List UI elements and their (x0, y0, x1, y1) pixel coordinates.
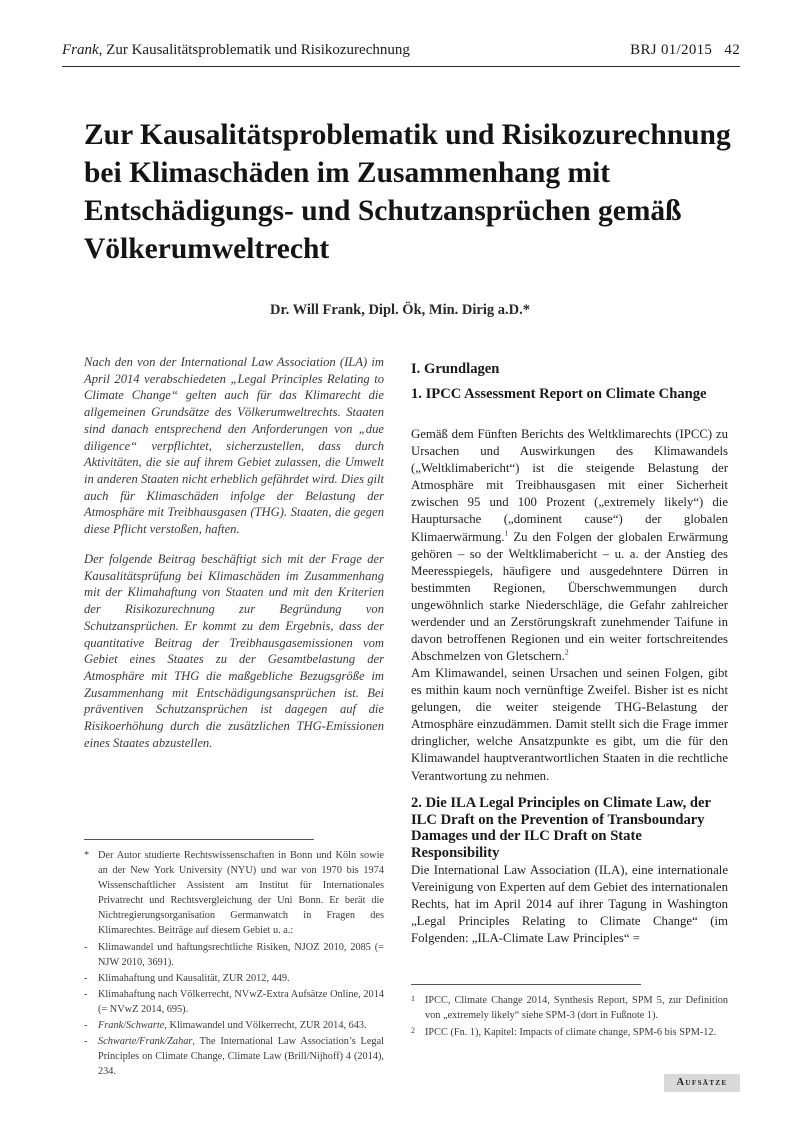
footnote-item: - Schwarte/Frank/Zahar, The International Law Association’s Legal Principles on Climate Change, Climate Law (Brill/Nijhoff) 4 (2014), 234. (84, 1036, 384, 1078)
page-number: 42 (724, 42, 740, 58)
footnote-rule (411, 984, 641, 985)
subsection-heading: 2. Die ILA Legal Principles on Climate Law, der ILC Draft on the Prevention of Transboundary Damages und der ILC Draft on State Responsibility (411, 795, 711, 861)
footnote-item: - Klimahaftung nach Völkerrecht, NVwZ-Extra Aufsätze Online, 2014 (= NVwZ 2014, 695). (84, 988, 384, 1015)
footnote-item: 2 IPCC (Fn. 1), Kapitel: Impacts of climate change, SPM-6 bis SPM-12. (411, 1026, 717, 1039)
body-paragraph: Am Klimawandel, seinen Ursachen und seinen Folgen, gibt es mithin kaum noch vernünftige Zweifel. Bisher ist es nicht gelungen, die weiter steigende THG-Belastung der Atmosphäre einzudämmen. Damit stellt sich die Frage immer dringlicher, welche Ansatzpunkte es gibt, um die für den Klimawandel hauptverantwortlichen Staaten in die rechtliche Verantwortung zu nehmen. (411, 666, 728, 783)
footnote-item: 1 IPCC, Climate Change 2014, Synthesis Report, SPM 5, zur Definition von „extremely likely“ siehe SPM-3 (dort in Fußnote 1). (411, 994, 728, 1022)
journal-name: BRJ 01/2015 (630, 42, 713, 58)
running-title (62, 42, 410, 59)
footnote-item: - Klimahaftung und Kausalität, ZUR 2012, 449. (84, 972, 290, 984)
running-author: Frank (62, 42, 99, 58)
running-title-text: , Zur Kausalitätsproblematik und Risikozurechnung (98, 42, 410, 58)
section-tag: Aufsätze (664, 1074, 740, 1092)
footnote-item: - Klimawandel und haftungsrechtliche Risiken, NJOZ 2010, 2085 (= NJW 2010, 3691). (84, 941, 384, 968)
page-footnotes (411, 993, 728, 1042)
footnote-rule (84, 839, 314, 840)
author-byline: Dr. Will Frank, Dipl. Ök, Min. Dirig a.D.* (270, 302, 530, 318)
journal-issue (630, 42, 740, 59)
section-heading: I. Grundlagen (411, 361, 500, 377)
abstract-paragraph: Nach den von der International Law Association (ILA) im April 2014 verabschiedeten „Legal Principles Relating to Climate Change“ gelten auch für das Klimarecht die allgemeinen Grundsätze des Völkerumweltrechts. Staaten sind danach entsprechend den Anforderungen von „due diligence“ verpflichtet, sicherzustellen, dass durch Aktivitäten, die sie auf ihrem Gebiet zulassen, die Umwelt in anderen Staaten nicht erheblich gefährdet wird. Dies gilt auch für Klimaschäden infolge der Belastung der Atmosphäre mit Treibhausgasen (THG). Staaten, die gegen diese Pflicht verstoßen, haften. (84, 355, 384, 537)
abstract-paragraph: Der folgende Beitrag beschäftigt sich mit der Frage der Kausalitätsprüfung bei Klimaschäden im Zusammenhang mit der Klimahaftung von Staaten und mit den Kriterien der Risikozurechnung zur Begründung von Schutzansprüchen. Er kommt zu dem Ergebnis, dass der quantitative Beitrag der Treibhausgasemissionen vom Gebiet eines Staates zu der Gesamtbelastung der Atmosphäre mit THG die maßgebliche Bezugsgröße im Zusammenhang mit Entschädigungsansprüchen ist. Bei präventiven Schutzansprüchen ist dagegen auf die Risikoerhöhung durch die zusätzlichen THG-Emissionen eines Staates abzustellen. (84, 552, 384, 750)
footnote-item: - Frank/Schwarte, Klimawandel und Völkerrecht, ZUR 2014, 643. (84, 1020, 367, 1032)
body-paragraph: Die International Law Association (ILA), eine internationale Vereinigung von Experten auf dem Gebiet des internationalen Rechts, hat im April 2014 auf ihrer Tagung in Washington „Legal Principles Relating to Climate Change“ (im Folgenden: „ILA-Climate Law Principles“ = (411, 863, 728, 946)
subsection-heading: 1. IPCC Assessment Report on Climate Change (411, 386, 707, 402)
body-paragraph: Gemäß dem Fünften Berichts des Weltklimarechts (IPCC) zu Ursachen und Auswirkungen des Klimawandels („Weltklimabericht“) ist die steigende Belastung der Atmosphäre mit Treibhausgasen mit einer Sicherheit zwischen 95 und 100 Prozent („extremely likely“) die Hauptursache („dominent cause“) der globalen Klimaerwärmung.$^1$ Zu den Folgen der globalen Erwärmung gehören – so der Weltklimabericht – u. a. der Anstieg des Meeresspiegels, häufigere und ausgedehntere Dürren in bestimmten Regionen, Überschwemmungen durch ungewöhnlich starke Niederschläge, die Gefahr zahlreicher werdender und an Zerstörungskraft zunehmender Taifune in davon betroffenen Regionen und ein weiter fortschreitendes Abschmelzen von Gletschern.$^2$ (411, 427, 728, 664)
footnote-ref: 1 (504, 528, 509, 538)
header-rule (62, 66, 740, 67)
footnote-item: * Der Autor studierte Rechtswissenschaften in Bonn und Köln sowie an der New York University (NYU) und war von 1970 bis 1974 Wissenschaftlicher Assistent am Institut für Internationales Privatrecht und Rechtsvergleichung der Uni Bonn. Er berät die Nichtregierungsorganisation Germanwatch in Fragen des Klimarechtes. Beiträge auf diesem Gebiet u. a.: (84, 850, 384, 937)
running-header (62, 42, 740, 64)
footnote-ref: 2 (564, 647, 569, 657)
article-title: Zur Kausalitätsproblematik und Risikozurechnung bei Klimaschäden im Zusammenhang mit Entschädigungs- und Schutzansprüchen gemäß Völkerumweltrecht (84, 119, 731, 265)
author-footnotes (84, 848, 384, 1080)
